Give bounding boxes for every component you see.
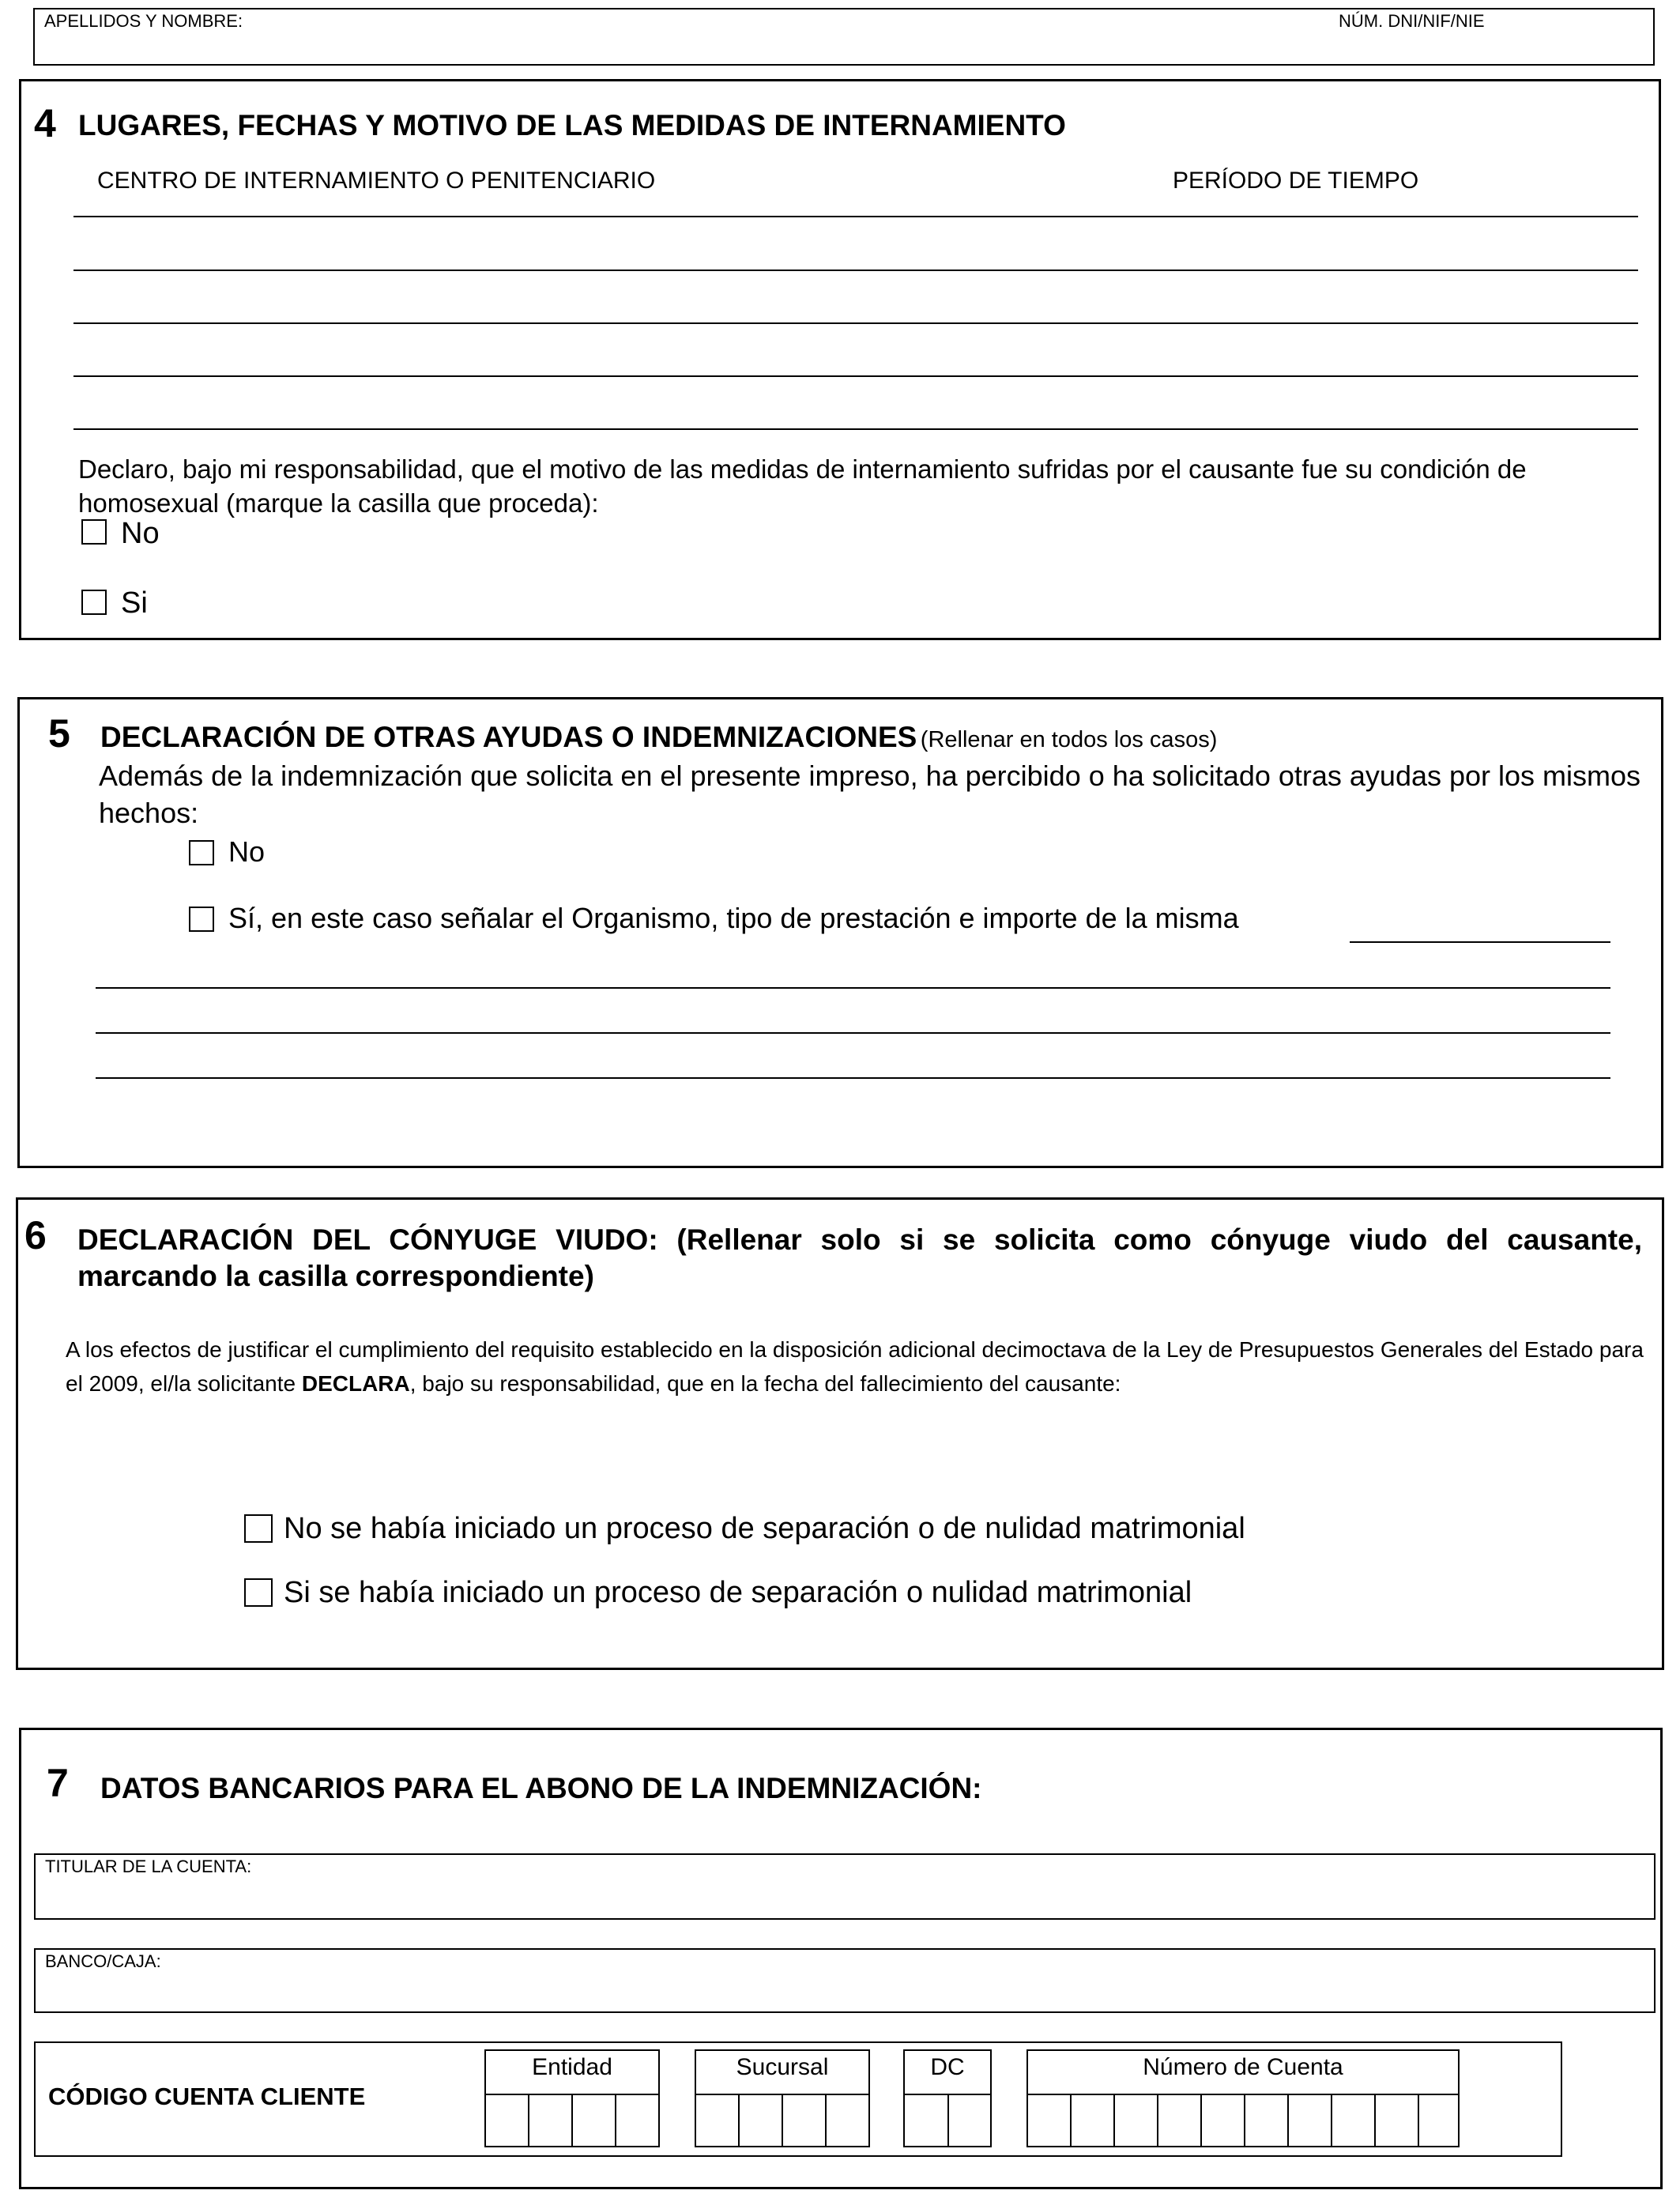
bank-label: BANCO/CAJA: [45,1951,161,1971]
column-label-period: PERÍODO DE TIEMPO [1173,168,1419,194]
ccc-digit-divider [1331,2095,1332,2146]
section-6-started-label: Si se había iniciado un proceso de separación o nulidad matrimonial [284,1576,1192,1609]
entry-line-4[interactable] [73,375,1638,377]
ccc-entidad-digits[interactable] [484,2094,660,2147]
ccc-dc-label: DC [930,2054,965,2080]
bank-box [34,1948,1656,2013]
ccc-digit-divider [1287,2095,1289,2146]
section-7-number: 7 [47,1761,69,1805]
section-6-box [16,1197,1664,1670]
section-5-number: 5 [48,711,70,756]
section-4-no-checkbox[interactable] [81,519,107,545]
section-6-number: 6 [24,1213,47,1257]
name-label: APELLIDOS Y NOMBRE: [44,11,243,31]
ccc-digit-divider [1244,2095,1245,2146]
name-field[interactable] [43,33,1323,62]
section-4-no-label: No [121,517,160,550]
column-label-center: CENTRO DE INTERNAMIENTO O PENITENCIARIO [97,168,656,194]
bank-field[interactable] [43,1973,1648,2008]
section-7-box [19,1728,1663,2189]
ccc-entidad-header [484,2049,660,2095]
ccc-digit-divider [1113,2095,1115,2146]
section-6-not-started-label: No se había iniciado un proceso de separación o de nulidad matrimonial [284,1512,1245,1545]
section-6-statement-start: A los efectos de justificar el cumplimiento del requisito establecido en la disposición adicional decimoctava de la Ley de Presupuestos Generales del Estado para el 2009, el/la solicitante [66,1337,1644,1397]
section-4-declaration: Declaro, bajo mi responsabilidad, que el motivo de las medidas de internamiento sufridas por el causante fue su condición de homosexual (marque la casilla que proceda): [78,454,1527,518]
ccc-digit-divider [1070,2095,1072,2146]
account-holder-field[interactable] [43,1879,1648,1915]
entry-line-5[interactable] [73,428,1638,430]
ccc-digit-divider [1200,2095,1202,2146]
account-holder-box [34,1853,1656,1920]
section-5-inline-line[interactable] [1350,941,1610,943]
section-6-title: DECLARACIÓN DEL CÓNYUGE VIUDO: (Rellenar solo si se solicita como cónyuge viudo del causante, marcando la casilla correspondiente) [77,1223,1642,1292]
id-field[interactable] [1337,33,1645,62]
section-6-statement-declara: DECLARA [301,1371,410,1397]
section-4-yes-label: Si [121,586,148,620]
ccc-digit-divider [738,2095,740,2146]
section-4-number: 4 [34,101,56,145]
ccc-sucursal-digits[interactable] [695,2094,870,2147]
section-5-title-note: (Rellenar en todos los casos) [920,727,1218,752]
ccc-digit-divider [825,2095,827,2146]
section-5-no-checkbox[interactable] [189,840,214,865]
ccc-box [34,2041,1562,2157]
ccc-sucursal-header [695,2049,870,2095]
section-5-question: Además de la indemnización que solicita en el presente impreso, ha percibido o ha solicitado otras ayudas por los mismos hechos: [99,760,1641,829]
ccc-digit-divider [1157,2095,1158,2146]
ccc-label: CÓDIGO CUENTA CLIENTE [48,2083,366,2110]
ccc-digit-divider [947,2095,949,2146]
section-5-yes-label: Sí, en este caso señalar el Organismo, tipo de prestación e importe de la misma [228,902,1239,934]
ccc-account-digits[interactable] [1026,2094,1460,2147]
ccc-dc-header [903,2049,992,2095]
section-4-title: LUGARES, FECHAS Y MOTIVO DE LAS MEDIDAS DE INTERNAMIENTO [78,109,1066,141]
section-5-yes-checkbox[interactable] [189,907,214,932]
section-6-not-started-checkbox[interactable] [244,1514,273,1543]
ccc-digit-divider [1374,2095,1376,2146]
ccc-sucursal-label: Sucursal [736,2054,829,2080]
ccc-entidad-label: Entidad [532,2054,612,2080]
ccc-digit-divider [782,2095,783,2146]
ccc-digit-divider [615,2095,616,2146]
ccc-digit-divider [528,2095,529,2146]
section-5-line-2[interactable] [96,1032,1610,1034]
ccc-dc-digits[interactable] [903,2094,992,2147]
applicant-header-box [33,8,1655,66]
section-7-title: DATOS BANCARIOS PARA EL ABONO DE LA INDEMNIZACIÓN: [100,1772,982,1804]
entry-line-1[interactable] [73,216,1638,217]
section-6-statement [66,1333,1646,1401]
section-4-box [19,79,1661,640]
ccc-digit-divider [1418,2095,1419,2146]
section-5-box [17,697,1663,1168]
entry-line-2[interactable] [73,270,1638,271]
ccc-account-header [1026,2049,1460,2095]
entry-line-3[interactable] [73,322,1638,324]
id-label: NÚM. DNI/NIF/NIE [1339,11,1485,31]
section-6-statement-end: , bajo su responsabilidad, que en la fecha del fallecimiento del causante: [409,1371,1121,1397]
section-5-no-label: No [228,835,266,868]
ccc-account-label: Número de Cuenta [1143,2054,1343,2080]
section-5-line-1[interactable] [96,987,1610,989]
section-5-title: DECLARACIÓN DE OTRAS AYUDAS O INDEMNIZACIONES [100,721,917,753]
account-holder-label: TITULAR DE LA CUENTA: [45,1857,252,1876]
section-5-heading [100,720,1217,755]
ccc-digit-divider [571,2095,573,2146]
section-4-yes-checkbox[interactable] [81,590,107,615]
section-5-line-3[interactable] [96,1077,1610,1079]
section-6-started-checkbox[interactable] [244,1578,273,1607]
